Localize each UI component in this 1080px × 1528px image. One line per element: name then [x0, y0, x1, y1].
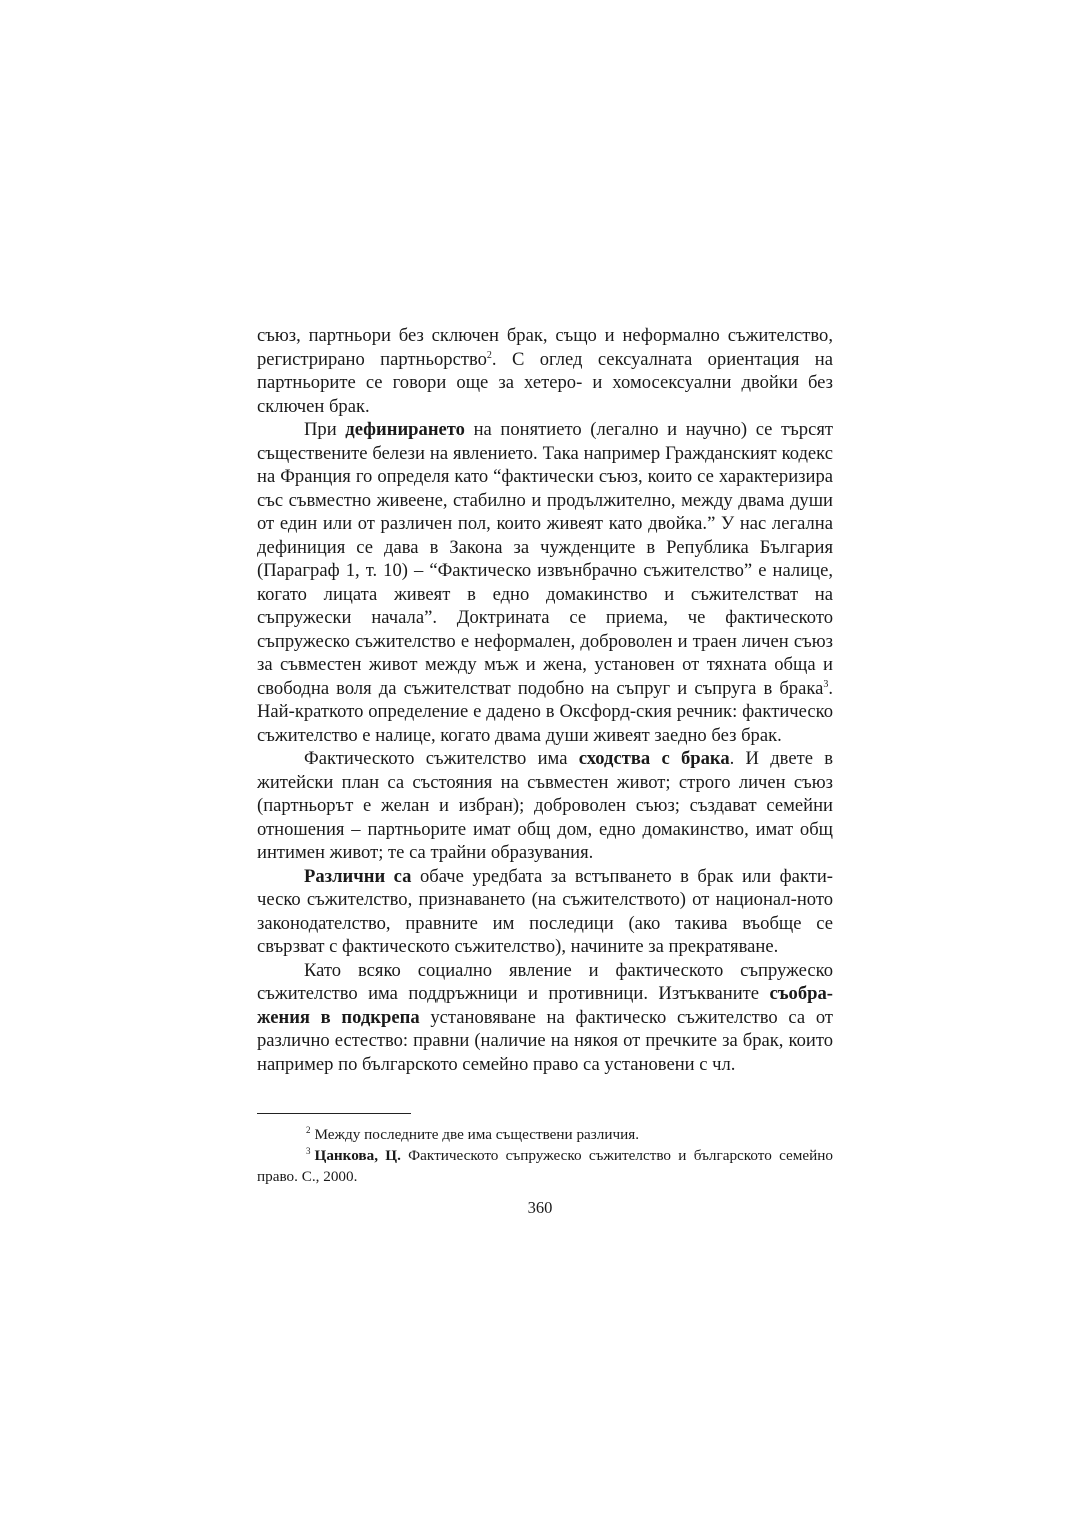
paragraph-2-text-c: . Най-краткото определение е дадено в Оксфорд-ския речник: фактическо съжителство е налице, когато двама души живеят заедно без брак. — [257, 677, 833, 746]
paragraph-4-bold-term: Различни са — [304, 865, 412, 887]
paragraph-5 — [257, 959, 833, 1077]
paragraph-3-text-b: . И двете в житейски план са състояния на съвместен живот; строго личен съюз (партньорът е желан и избран); доброволен съюз; създават семейни отношения – партньорите имат общ дом, едно домакинство, имат общ интимен живот; те са трайни образувания. — [257, 748, 833, 863]
footnotes — [257, 1124, 833, 1187]
paragraph-4-text-a: обаче уредбата за встъпването в брак или факти-ческо съжителство, признаването (на съжителството) от национал-ното законодателство, правните им последици (ако такива въобще се свързват с фактическото съжителство), начините за прекратяване. — [257, 865, 833, 957]
paragraph-1-text-b: . С оглед сексуалната ориентация на партньорите се говори още за хетеро- и хомосексуални двойки без сключен брак. — [257, 348, 833, 417]
paragraph-3-bold-term: сходства с брака — [578, 748, 730, 769]
footnote-2 — [257, 1124, 833, 1145]
paragraph-1-text-a: съюз, партньори без сключен брак, също и неформално съжителство, регистрирано партньорство — [257, 325, 833, 370]
paragraph-3-text-a: Фактическото съжителство има — [304, 748, 579, 769]
paragraph-5-bold-term: съобра-жения в подкрепа — [257, 983, 833, 1028]
footnote-text: Фактическото съпружеско съжителство и българското семейно право. С., 2000. — [257, 1147, 833, 1185]
paragraph-2-bold-term: дефинирането — [345, 419, 465, 440]
footnote-ref-2[interactable]: 2 — [486, 349, 492, 361]
page-number: 360 — [527, 1198, 553, 1217]
paragraph-4 — [257, 865, 833, 959]
paragraph-2-text-a: При — [304, 419, 346, 440]
footnote-ref-3[interactable]: 3 — [823, 678, 829, 690]
body-text — [257, 324, 833, 1076]
paragraph-2-text-b: на понятието (легално и научно) се търсят съществените белези на явлението. Така например Гражданският кодекс на Франция го определя като “фактически съюз, които се характеризира със съвместно живеене, стабилно и продължително, между двама души от един или от различен пол, които живеят като двойка.” У нас легална дефиниция се дава в Закона за чужденците в Република България (Параграф 1, т. 10) – “Фактическо извънбрачно съжителство” е налице, когато лицата живеят в едно домакинство и съжителстват на съпружески начала”. Доктрината се приема, че фактическото съпружеско съжителство е неформален, доброволен и траен личен съюз за съвместен живот между мъж и жена, установен от тяхната обща и свободна воля да съжителстват подобно на съпруг и съпруга в брака — [257, 419, 833, 699]
footnote-mark: 3 — [306, 1145, 311, 1156]
footnote-3 — [257, 1145, 833, 1187]
paragraph-5-text-a: Като всяко социално явление и фактическото съпружеско съжителство има поддръжници и противници. Изтъкваните — [257, 959, 833, 1004]
footnote-mark: 2 — [306, 1124, 311, 1135]
footnote-author: Цанкова, Ц. — [314, 1147, 401, 1164]
paragraph-1 — [257, 324, 833, 418]
paragraph-3 — [257, 747, 833, 865]
footnote-divider — [257, 1113, 411, 1114]
paragraph-5-text-b: установяване на фактическо съжителство са от различно естество: правни (наличие на някоя от пречките за брак, които например по българското семейно право са установени с чл. — [257, 1006, 833, 1075]
paragraph-2 — [257, 418, 833, 747]
footnote-text: Между последните две има съществени различия. — [314, 1126, 640, 1143]
